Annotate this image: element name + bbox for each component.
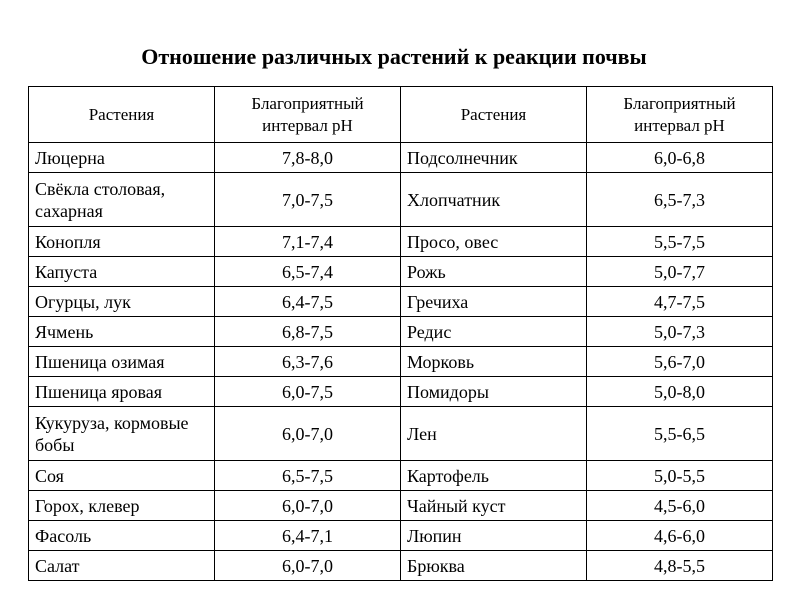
column-header-ph-range: Благоприятный интервал pH — [215, 87, 401, 143]
ph-cell: 7,0-7,5 — [215, 173, 401, 227]
column-header-plants: Растения — [401, 87, 587, 143]
plant-cell: Пшеница озимая — [29, 347, 215, 377]
ph-cell: 6,0-7,0 — [215, 407, 401, 461]
plant-cell: Морковь — [401, 347, 587, 377]
plant-cell: Чайный куст — [401, 491, 587, 521]
table-row — [29, 287, 773, 317]
page-title: Отношение различных растений к реакции почвы — [141, 44, 647, 69]
plant-cell: Помидоры — [401, 377, 587, 407]
ph-cell: 4,5-6,0 — [587, 491, 773, 521]
column-header-plants: Растения — [29, 87, 215, 143]
table-row — [29, 227, 773, 257]
ph-cell: 7,8-8,0 — [215, 143, 401, 173]
table-row — [29, 521, 773, 551]
table-row — [29, 551, 773, 581]
plant-cell: Кукуруза, кормовые бобы — [29, 407, 215, 461]
table-row — [29, 461, 773, 491]
ph-cell: 6,0-7,0 — [215, 551, 401, 581]
ph-cell: 6,0-7,0 — [215, 491, 401, 521]
ph-cell: 6,4-7,1 — [215, 521, 401, 551]
ph-cell: 5,0-7,3 — [587, 317, 773, 347]
plant-cell: Горох, клевер — [29, 491, 215, 521]
plant-cell: Редис — [401, 317, 587, 347]
plant-cell: Лен — [401, 407, 587, 461]
plant-cell: Салат — [29, 551, 215, 581]
ph-cell: 4,7-7,5 — [587, 287, 773, 317]
ph-cell: 7,1-7,4 — [215, 227, 401, 257]
table-row — [29, 377, 773, 407]
ph-cell: 6,5-7,4 — [215, 257, 401, 287]
ph-cell: 6,8-7,5 — [215, 317, 401, 347]
plant-cell: Люпин — [401, 521, 587, 551]
plant-cell: Просо, овес — [401, 227, 587, 257]
ph-cell: 6,5-7,5 — [215, 461, 401, 491]
ph-cell: 5,0-8,0 — [587, 377, 773, 407]
ph-cell: 6,3-7,6 — [215, 347, 401, 377]
plant-cell: Свёкла столовая, сахарная — [29, 173, 215, 227]
ph-table — [28, 86, 773, 581]
plant-cell: Брюква — [401, 551, 587, 581]
plant-cell: Гречиха — [401, 287, 587, 317]
plant-cell: Хлопчатник — [401, 173, 587, 227]
plant-cell: Фасоль — [29, 521, 215, 551]
ph-cell: 6,5-7,3 — [587, 173, 773, 227]
ph-cell: 5,5-6,5 — [587, 407, 773, 461]
plant-cell: Рожь — [401, 257, 587, 287]
table-row — [29, 491, 773, 521]
plant-cell: Картофель — [401, 461, 587, 491]
ph-cell: 5,6-7,0 — [587, 347, 773, 377]
plant-cell: Конопля — [29, 227, 215, 257]
plant-cell: Огурцы, лук — [29, 287, 215, 317]
table-row — [29, 407, 773, 461]
ph-cell: 4,8-5,5 — [587, 551, 773, 581]
plant-cell: Капуста — [29, 257, 215, 287]
plant-cell: Подсолнечник — [401, 143, 587, 173]
table-row — [29, 257, 773, 287]
plant-cell: Люцерна — [29, 143, 215, 173]
ph-cell: 4,6-6,0 — [587, 521, 773, 551]
plant-cell: Пшеница яровая — [29, 377, 215, 407]
plant-cell: Ячмень — [29, 317, 215, 347]
ph-cell: 5,5-7,5 — [587, 227, 773, 257]
ph-cell: 6,4-7,5 — [215, 287, 401, 317]
plant-cell: Соя — [29, 461, 215, 491]
table-row — [29, 143, 773, 173]
ph-cell: 5,0-7,7 — [587, 257, 773, 287]
ph-cell: 6,0-6,8 — [587, 143, 773, 173]
column-header-ph-range: Благоприятный интервал pH — [587, 87, 773, 143]
table-row — [29, 173, 773, 227]
table-header-row — [29, 87, 773, 143]
table-row — [29, 317, 773, 347]
ph-cell: 5,0-5,5 — [587, 461, 773, 491]
table-row — [29, 347, 773, 377]
ph-cell: 6,0-7,5 — [215, 377, 401, 407]
